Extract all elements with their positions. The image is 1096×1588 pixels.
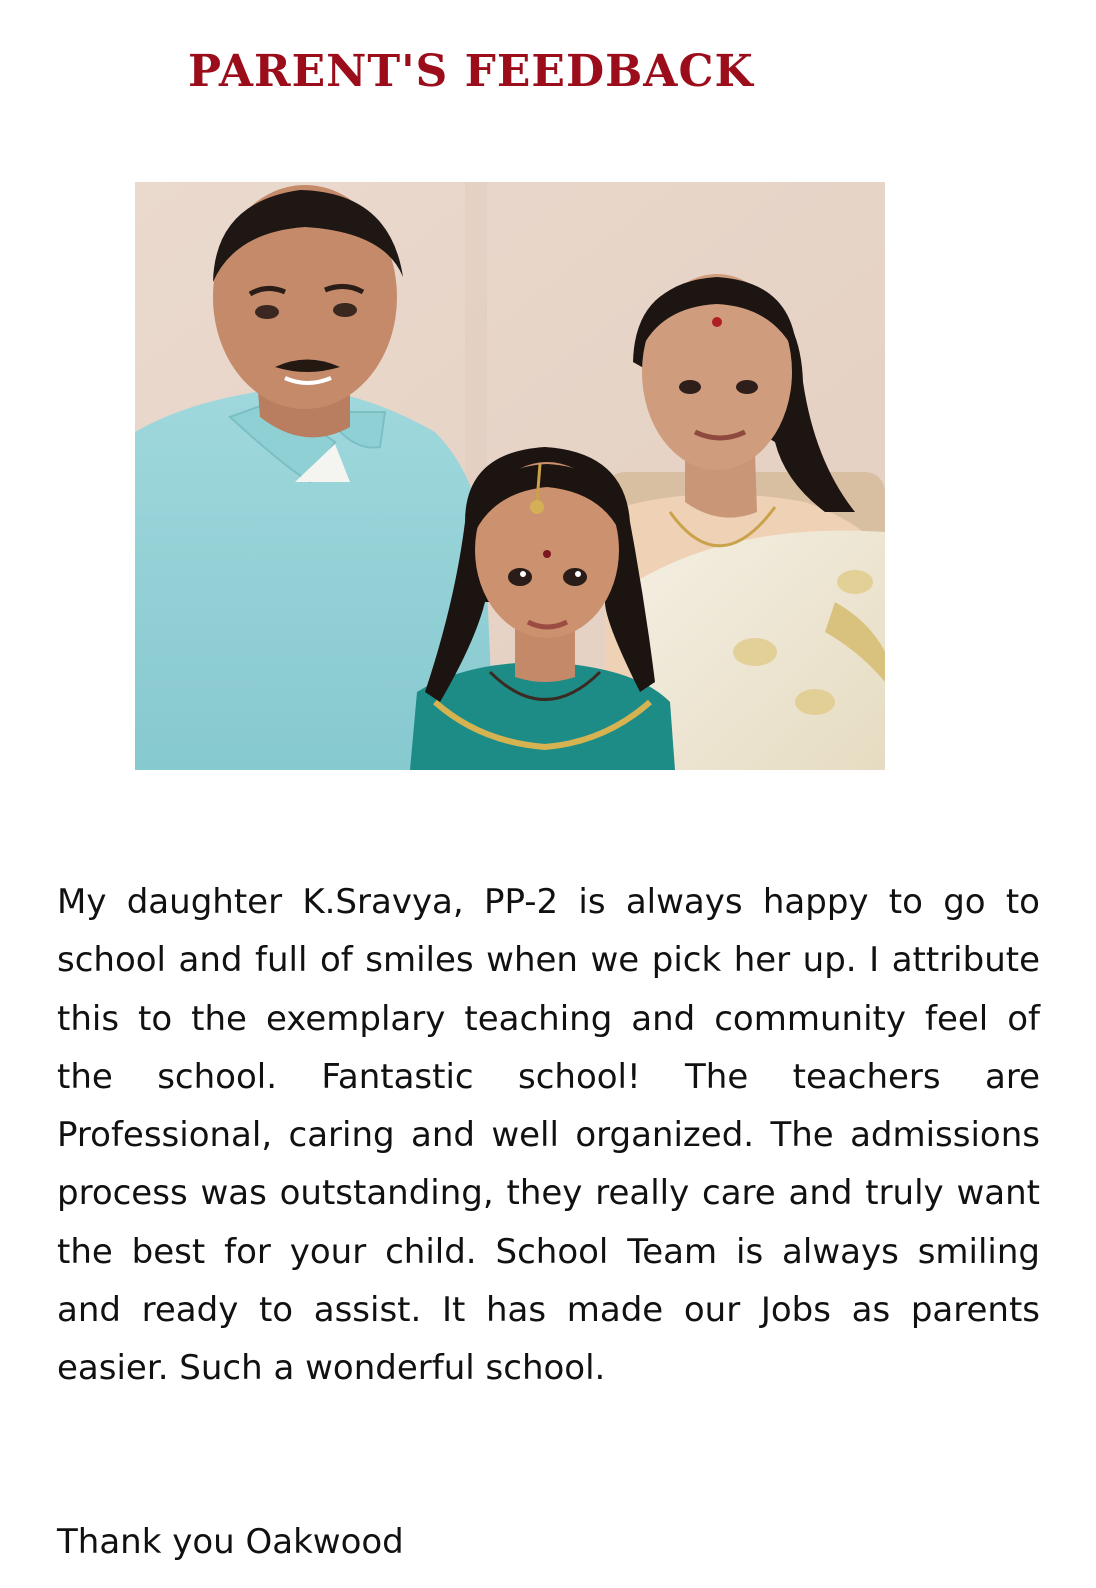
- page-title: PARENT'S FEEDBACK: [188, 46, 754, 97]
- feedback-text: My daughter K.Sravya, PP-2 is always happy to go to school and full of smiles when we pick her up. I attribute this to the exemplary teaching and community feel of the school. Fantastic school! The teachers are Professional, caring and well organized. The admissions process was outstanding, they really care and truly want the best for your child. School Team is always smiling and ready to assist. It has made our Jobs as parents easier. Such a wonderful school.: [57, 882, 1040, 1389]
- feedback-signoff: Thank you Oakwood: [57, 1522, 404, 1562]
- family-photo: [135, 182, 885, 770]
